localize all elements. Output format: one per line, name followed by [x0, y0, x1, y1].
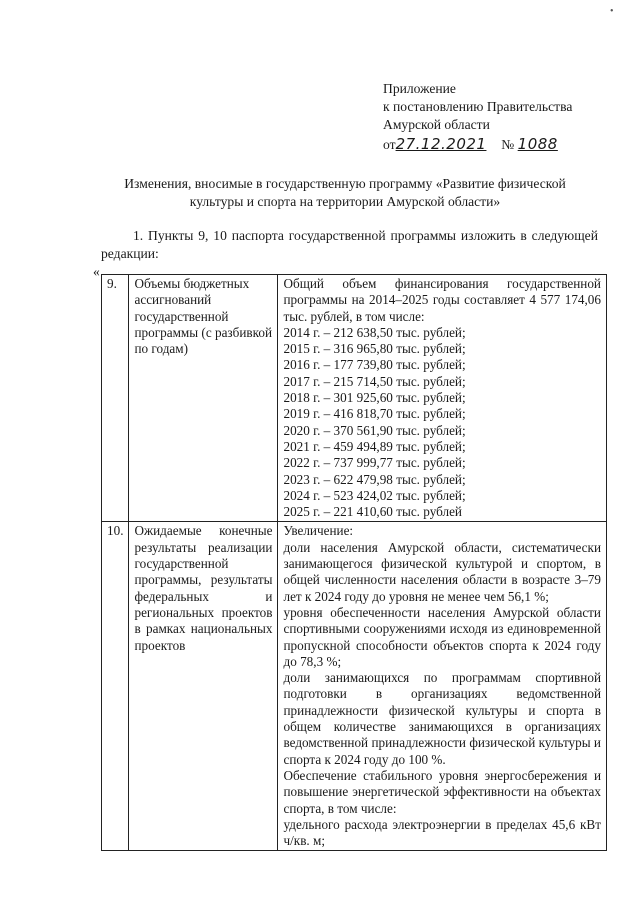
- appendix-region: Амурской области: [383, 117, 490, 133]
- row-title: Ожидаемые конечные результаты реализации государственной программы, результаты федеральных и региональных проектов в рамках национальных проектов: [129, 522, 278, 851]
- row-value: [278, 522, 607, 851]
- funding-year: 2025 г. – 221 410,60 тыс. рублей: [283, 504, 462, 520]
- title-line-2: культуры и спорта на территории Амурской области»: [189, 193, 501, 209]
- result-item: доли населения Амурской области, систематически занимающегося физической культурой и спортом, в общей численности населения области в возрасте 3–79 лет к 2024 году до уровня не менее чем 56,1 %;: [283, 539, 601, 604]
- funding-year: 2015 г. – 316 965,80 тыс. рублей;: [283, 341, 466, 357]
- results-heading: Увеличение:: [283, 523, 354, 539]
- passport-table: [101, 274, 607, 851]
- intro-paragraph: 1. Пункты 9, 10 паспорта государственной программы изложить в следующей редакции:: [101, 228, 598, 261]
- funding-year: 2024 г. – 523 424,02 тыс. рублей;: [283, 487, 466, 503]
- funding-year: 2016 г. – 177 739,80 тыс. рублей;: [283, 357, 466, 373]
- table-row-10: [102, 522, 607, 851]
- funding-year: 2014 г. – 212 638,50 тыс. рублей;: [283, 324, 466, 340]
- row-value: [278, 275, 607, 522]
- funding-year: 2018 г. – 301 925,60 тыс. рублей;: [283, 390, 466, 406]
- table-row-9: [102, 275, 607, 522]
- funding-summary: Общий объем финансирования государственной программы на 2014–2025 годы составляет 4 577 174,06 тыс. рублей, в том числе:: [283, 276, 601, 324]
- scan-speck: •: [610, 6, 614, 17]
- row-title: Объемы бюджетных ассигнований государственной программы (с разбивкой по годам): [129, 275, 278, 522]
- document-title: [95, 175, 595, 210]
- appendix-header: [383, 80, 623, 154]
- handwritten-number: 1088: [517, 134, 558, 153]
- funding-year: 2022 г. – 737 999,77 тыс. рублей;: [283, 455, 466, 471]
- number-sign: №: [501, 136, 515, 152]
- result-item: Обеспечение стабильного уровня энергосбережения и повышение энергетической эффективности на объектах спорта, в том числе:: [283, 767, 601, 816]
- funding-year: 2017 г. – 215 714,50 тыс. рублей;: [283, 373, 466, 389]
- result-item: уровня обеспеченности населения Амурской области спортивными сооружениями исходя из единовременной пропускной способности объектов спорта к 2024 году до 78,3 %;: [283, 604, 601, 669]
- row-number: 9.: [102, 275, 129, 522]
- row-number: 10.: [102, 522, 129, 851]
- appendix-date-line: [383, 135, 623, 154]
- date-prefix: от: [383, 136, 396, 152]
- appendix-decree: к постановлению Правительства: [383, 99, 573, 115]
- funding-year: 2023 г. – 622 479,98 тыс. рублей;: [283, 471, 466, 487]
- funding-year: 2021 г. – 459 494,89 тыс. рублей;: [283, 438, 466, 454]
- result-item: удельного расхода электроэнергии в пределах 45,6 кВт ч/кв. м;: [283, 816, 601, 849]
- title-line-1: Изменения, вносимые в государственную программу «Развитие физической: [124, 176, 566, 191]
- funding-year: 2020 г. – 370 561,90 тыс. рублей;: [283, 422, 466, 438]
- appendix-label: Приложение: [383, 81, 456, 96]
- result-item: доли занимающихся по программам спортивной подготовки в организациях ведомственной принадлежности физической культуры и спорта в общем количестве занимающихся в организациях ведомственной принадлежности физической культуры и спорта к 2024 году до 100 %.: [283, 670, 601, 767]
- handwritten-date: 27.12.2021: [395, 134, 487, 153]
- funding-year: 2019 г. – 416 818,70 тыс. рублей;: [283, 406, 466, 422]
- opening-quote: «: [93, 264, 100, 279]
